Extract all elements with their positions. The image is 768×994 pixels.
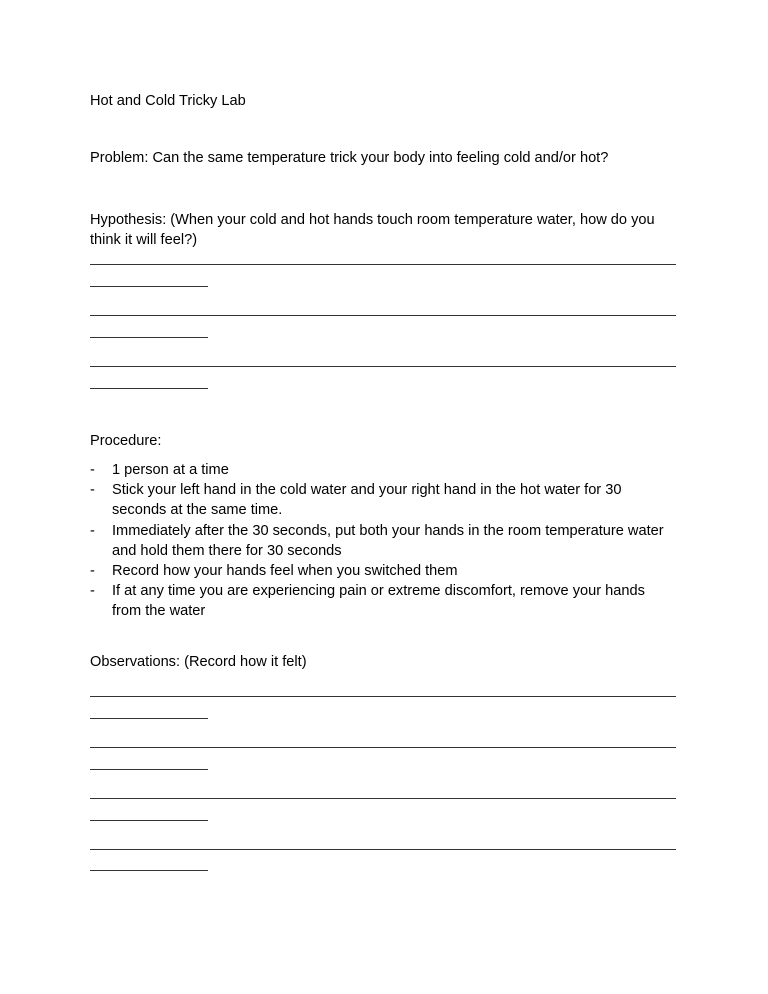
hypothesis-answer-line[interactable] [90, 388, 208, 389]
procedure-item [90, 521, 672, 561]
observation-answer-line[interactable] [90, 718, 208, 719]
procedure-item [90, 480, 672, 520]
procedure-item-text: Record how your hands feel when you switched them [112, 563, 458, 579]
document-title: Hot and Cold Tricky Lab [90, 93, 246, 109]
procedure-heading: Procedure: [90, 433, 162, 449]
procedure-item-text: Stick your left hand in the cold water and your right hand in the hot water for 30 seconds at the same time. [112, 482, 622, 518]
procedure-item [90, 460, 672, 480]
problem-text: Problem: Can the same temperature trick your body into feeling cold and/or hot? [90, 150, 609, 166]
observation-answer-line[interactable] [90, 849, 676, 850]
procedure-item-text: Immediately after the 30 seconds, put both your hands in the room temperature water and hold them there for 30 seconds [112, 523, 664, 559]
hypothesis-answer-line[interactable] [90, 337, 208, 338]
observation-answer-line[interactable] [90, 820, 208, 821]
procedure-item [90, 581, 672, 621]
hypothesis-answer-line[interactable] [90, 366, 676, 367]
hypothesis-answer-line[interactable] [90, 315, 676, 316]
bullet-dash: - [90, 523, 95, 539]
bullet-dash: - [90, 583, 95, 599]
observation-answer-line[interactable] [90, 696, 676, 697]
observation-answer-line[interactable] [90, 747, 676, 748]
observations-heading: Observations: (Record how it felt) [90, 654, 307, 670]
observation-answer-line[interactable] [90, 798, 676, 799]
hypothesis-text: Hypothesis: (When your cold and hot hands touch room temperature water, how do you [90, 212, 655, 228]
hypothesis-answer-line[interactable] [90, 264, 676, 265]
procedure-item [90, 561, 672, 581]
bullet-dash: - [90, 482, 95, 498]
bullet-dash: - [90, 462, 95, 478]
bullet-dash: - [90, 563, 95, 579]
procedure-item-text: 1 person at a time [112, 462, 229, 478]
observation-answer-line[interactable] [90, 769, 208, 770]
procedure-item-text: If at any time you are experiencing pain or extreme discomfort, remove your hands from the water [112, 583, 645, 619]
hypothesis-answer-line[interactable] [90, 286, 208, 287]
observation-answer-line[interactable] [90, 870, 208, 871]
hypothesis-text-cont: think it will feel?) [90, 232, 198, 248]
